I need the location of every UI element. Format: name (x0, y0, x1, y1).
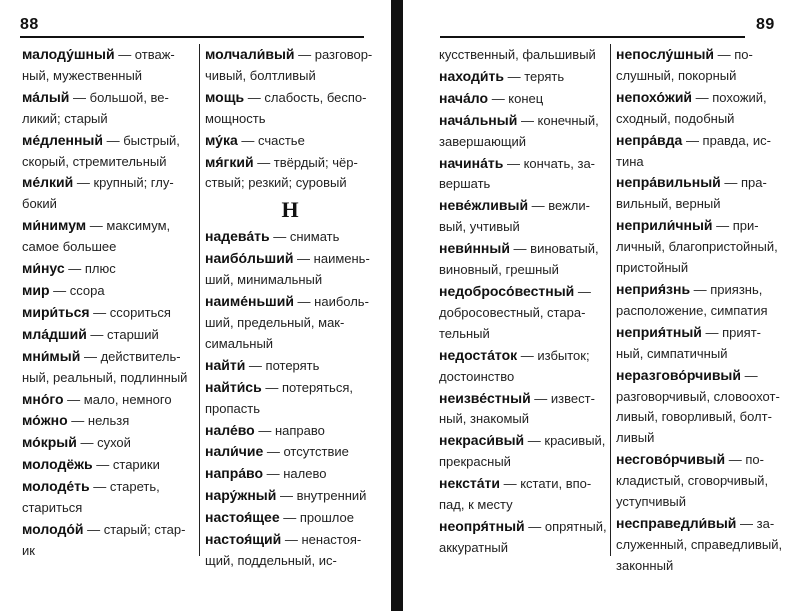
headword: малоду́шный (22, 46, 115, 62)
antonym-definition: — внутренний (276, 488, 367, 504)
dictionary-entry (22, 87, 194, 130)
dictionary-entry (439, 388, 607, 431)
antonym-definition: — наименьший, минимальный (205, 251, 370, 288)
dictionary-entry (439, 66, 607, 88)
headword: неви́нный (439, 240, 510, 257)
antonym-definition: — быстрый, скорый, стремительный (22, 132, 180, 169)
dictionary-entry (616, 365, 783, 450)
dictionary-entry (616, 215, 783, 279)
dictionary-entry (22, 346, 194, 389)
antonym-definition: — опрятный, аккуратный (439, 518, 607, 555)
headword: нача́ло (439, 89, 489, 106)
dictionary-entry (439, 88, 607, 110)
antonym-definition: — твёрдый; чёрствый; резкий; суровый (205, 154, 358, 191)
dictionary-entry (22, 172, 194, 215)
headword: нару́жный (205, 487, 277, 504)
headword: молодёжь (22, 456, 93, 473)
antonym-definition: — отважный, мужественный (22, 47, 175, 83)
dictionary-entry (439, 110, 607, 153)
antonym-definition: — нельзя (67, 413, 130, 429)
headword: мни́мый (22, 347, 81, 364)
dictionary-entry (439, 195, 607, 238)
dictionary-entry (22, 389, 194, 411)
headword: молчали́вый (205, 46, 295, 62)
column-divider-right (610, 44, 611, 556)
antonym-definition: — отсутствие (263, 444, 349, 460)
column-divider-left (199, 44, 200, 556)
antonym-definition: — старый; старик (22, 521, 186, 558)
antonym-definition: — стареть, стариться (22, 479, 160, 516)
dictionary-entry (439, 44, 607, 66)
headword: неопря́тный (439, 517, 525, 534)
header-rule-right (440, 36, 745, 38)
dictionary-entry (439, 345, 607, 388)
headword: надева́ть (205, 228, 270, 245)
column-2 (205, 44, 375, 572)
headword: неразгово́рчивый (616, 366, 741, 383)
headword: ми́нус (22, 260, 65, 277)
dictionary-entry (22, 258, 194, 280)
antonym-definition: — большой, великий; старый (22, 89, 169, 126)
dictionary-entry (22, 519, 194, 562)
dictionary-entry (439, 430, 607, 473)
dictionary-entry (205, 355, 375, 377)
headword: мла́дший (22, 325, 87, 342)
headword: некраси́вый (439, 432, 525, 449)
dictionary-entry (616, 130, 783, 173)
antonym-definition: — покладистый, сговорчивый, уступчивый (616, 452, 769, 510)
headword: несгово́рчивый (616, 451, 726, 468)
right-page (403, 0, 800, 611)
headword: му́ка (205, 131, 238, 148)
dictionary-entry (439, 473, 607, 516)
page-number-right: 89 (756, 16, 775, 33)
antonym-definition: — направо (254, 422, 325, 438)
headword: непра́вда (616, 131, 683, 148)
dictionary-entry (616, 322, 783, 365)
header-rule-left (20, 36, 364, 38)
antonym-definition: — похожий, сходный, подобный (616, 89, 767, 126)
antonym-definition: — вежливый, учтивый (439, 198, 591, 235)
dictionary-entry (22, 454, 194, 476)
dictionary-entry (22, 476, 194, 519)
dictionary-entry (616, 279, 783, 322)
headword: мир (22, 281, 50, 298)
headword: неприли́чный (616, 217, 713, 234)
antonym-definition: — плюс (64, 261, 116, 277)
dictionary-entry (205, 248, 375, 291)
column-3 (439, 44, 607, 559)
headword: нали́чие (205, 443, 264, 460)
headword: ма́лый (22, 88, 70, 105)
dictionary-entry (22, 130, 194, 173)
antonym-definition: — снимать (269, 229, 340, 245)
dictionary-entry (22, 324, 194, 346)
antonym-definition: — разговорчивый, болтливый (205, 47, 373, 83)
antonym-definition: — правда, истина (616, 132, 771, 169)
headword: молоде́ть (22, 478, 90, 495)
headword: молодо́й (22, 520, 84, 537)
dictionary-entry (205, 463, 375, 485)
page-number-left: 88 (20, 16, 39, 33)
antonym-definition: — прошлое (279, 510, 354, 526)
headword: непра́вильный (616, 174, 721, 191)
antonym-definition: — конец (488, 90, 544, 106)
antonym-definition: — кончать, завершать (439, 155, 596, 192)
headword: наиме́ньший (205, 293, 294, 310)
antonym-definition: — потерять (245, 357, 320, 373)
headword: мно́го (22, 390, 64, 407)
headword: мощь (205, 88, 245, 105)
headword: непослу́шный (616, 46, 715, 62)
headword: найти́сь (205, 378, 262, 395)
headword: неприя́тный (616, 323, 702, 340)
headword: неве́жливый (439, 197, 529, 214)
dictionary-entry (205, 507, 375, 529)
antonym-definition: — приличный, благопристойный, пристойный (616, 218, 778, 276)
headword: настоя́щий (205, 531, 282, 548)
headword: непохо́жий (616, 88, 693, 105)
dictionary-entry (22, 44, 194, 87)
antonym-definition: — известный, знакомый (439, 390, 595, 427)
dictionary-entry (205, 420, 375, 442)
headword: мя́гкий (205, 153, 254, 170)
antonym-definition: — приязнь, расположение, симпатия (616, 281, 768, 318)
dictionary-entry (616, 513, 783, 577)
headword: напра́во (205, 465, 264, 482)
dictionary-entry (205, 130, 375, 152)
headword: неприя́знь (616, 280, 691, 297)
dictionary-entry (439, 238, 607, 281)
dictionary-entry (205, 87, 375, 130)
antonym-definition: — счастье (237, 132, 305, 148)
antonym-definition: — добросовестный, старательный (439, 283, 591, 341)
headword: ме́дленный (22, 131, 103, 148)
headword: найти́ (205, 356, 246, 373)
dictionary-entry (205, 377, 375, 420)
dictionary-entry (22, 280, 194, 302)
antonym-definition: — наибольший, предельный, максимальный (205, 294, 369, 351)
antonym-definition: — кстати, впопад, к месту (439, 476, 592, 513)
antonym-definition: — красивый, прекрасный (439, 433, 606, 470)
headword: наибо́льший (205, 250, 294, 267)
left-page (0, 0, 391, 611)
antonym-definition: — ссориться (89, 304, 171, 320)
antonym-definition: — крупный; глубокий (22, 175, 174, 212)
column-1 (22, 44, 194, 562)
dictionary-entry (22, 432, 194, 454)
dictionary-entry (22, 302, 194, 324)
headword: недобросо́вестный (439, 282, 575, 299)
headword: неизве́стный (439, 389, 531, 406)
headword: мо́жно (22, 412, 68, 429)
antonym-definition: — заслуженный, справедливый, законный (616, 515, 783, 573)
headword: недоста́ток (439, 346, 518, 363)
headword: мири́ться (22, 303, 90, 320)
antonym-definition: — сухой (76, 435, 131, 451)
dictionary-entry (205, 485, 375, 507)
headword: нача́льный (439, 111, 518, 128)
antonym-definition: — мало, немного (63, 391, 172, 407)
headword: некста́ти (439, 475, 500, 492)
antonym-definition: — конечный, завершающий (439, 112, 599, 149)
antonym-definition: — послушный, покорный (616, 47, 753, 83)
antonym-definition: — действительный, реальный, подлинный (22, 348, 188, 385)
antonym-definition: — налево (263, 466, 327, 482)
antonym-definition: — максимум, самое большее (22, 218, 171, 255)
antonym-definition: — виноватый, виновный, грешный (439, 241, 599, 278)
headword: находи́ть (439, 67, 505, 84)
antonym-definition: — избыток; достоинство (439, 347, 590, 384)
book-gutter (391, 0, 403, 611)
dictionary-entry (22, 215, 194, 258)
antonym-definition: — ненастоящий, поддельный, ис- (205, 532, 362, 568)
dictionary-entry (205, 441, 375, 463)
headword: несправедли́вый (616, 514, 737, 531)
dictionary-entry (205, 152, 375, 195)
dictionary-entry (439, 153, 607, 196)
dictionary-entry (22, 410, 194, 432)
headword: начина́ть (439, 154, 504, 171)
dictionary-entry (439, 281, 607, 345)
antonym-definition: — терять (504, 68, 565, 84)
dictionary-entry (616, 44, 783, 87)
section-letter: Н (281, 197, 299, 223)
headword: нале́во (205, 421, 255, 438)
dictionary-entry (439, 516, 607, 559)
antonym-definition: — потеряться, пропасть (205, 379, 353, 416)
antonym-definition: — правильный, верный (616, 175, 767, 212)
column-4 (616, 44, 783, 577)
dictionary-entry (616, 449, 783, 513)
dictionary-entry (616, 87, 783, 130)
antonym-definition: кусственный, фальшивый (439, 47, 596, 62)
dictionary-entry (205, 226, 375, 248)
dictionary-entry (205, 291, 375, 355)
antonym-definition: — слабость, беспомощность (205, 89, 367, 126)
dictionary-entry (205, 529, 375, 572)
headword: настоя́щее (205, 509, 280, 526)
headword: ме́лкий (22, 174, 74, 191)
antonym-definition: — старший (86, 326, 159, 342)
antonym-definition: — приятный, симпатичный (616, 324, 761, 361)
antonym-definition: — ссора (49, 282, 105, 298)
dictionary-entry (205, 44, 375, 87)
antonym-definition: — разговорчивый, словоохотливый, говорливый, болтливый (616, 367, 780, 446)
dictionary-entry (616, 172, 783, 215)
antonym-definition: — старики (92, 457, 160, 473)
headword: мо́крый (22, 434, 77, 451)
headword: ми́нимум (22, 217, 87, 234)
